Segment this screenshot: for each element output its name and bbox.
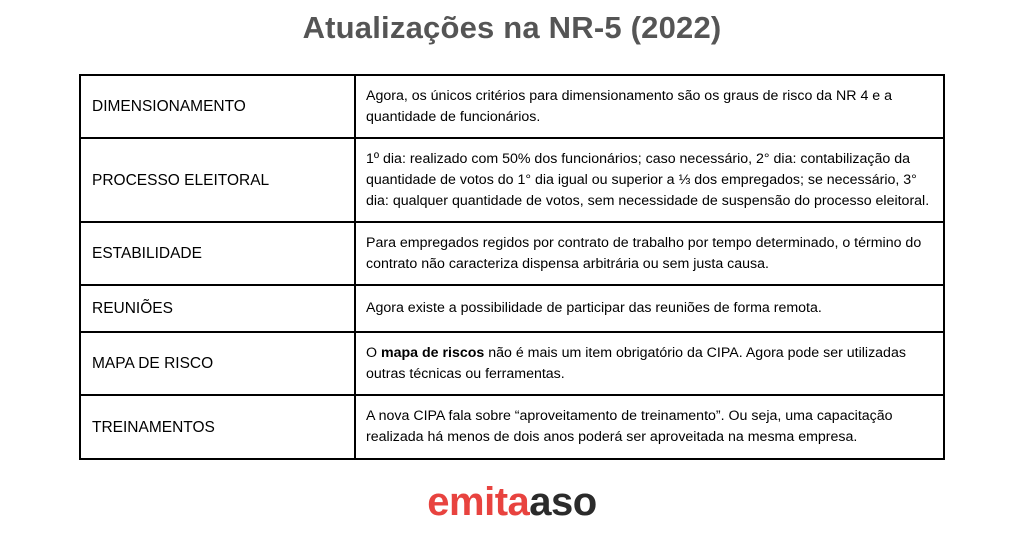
description-text: 1º dia: realizado com 50% dos funcionários; caso necessário, 2° dia: contabilização da quantidade de votos do 1° dia igual ou superior a ⅓ dos empregados; se necessário, 3° dia: qualquer quantidade de votos, sem necessidade de suspensão do processo eleitoral.	[366, 150, 930, 209]
table-row	[80, 222, 944, 285]
emitaaso-logo	[0, 478, 1024, 526]
description-bold-text: mapa de riscos	[380, 344, 485, 361]
table-row	[80, 285, 944, 332]
description-cell	[355, 138, 944, 222]
description-cell	[355, 222, 944, 285]
description-cell	[355, 332, 944, 395]
description-text: Agora existe a possibilidade de participar das reuniões de forma remota.	[366, 300, 822, 316]
description-text: não é mais um item obrigatório da CIPA. Agora pode ser utilizadas outras técnicas ou ferramentas.	[366, 344, 906, 382]
description-text: Agora, os únicos critérios para dimensionamento são os graus de risco da NR 4 e a quantidade de funcionários.	[366, 87, 892, 125]
description-cell	[355, 75, 944, 138]
table-row	[80, 75, 944, 138]
table-row	[80, 395, 944, 459]
topic-cell: PROCESSO ELEITORAL	[80, 138, 355, 222]
page-title: Atualizações na NR-5 (2022)	[302, 10, 722, 45]
description-text: O	[366, 344, 381, 361]
topic-cell: ESTABILIDADE	[80, 222, 355, 285]
description-cell	[355, 395, 944, 459]
description-text: A nova CIPA fala sobre “aproveitamento de treinamento”. Ou seja, uma capacitação realizada há menos de dois anos poderá ser aproveitada na mesma empresa.	[366, 408, 893, 445]
topic-cell: MAPA DE RISCO	[80, 332, 355, 395]
topic-cell: DIMENSIONAMENTO	[80, 75, 355, 138]
table-row	[80, 332, 944, 395]
logo-text-red: emita	[427, 480, 530, 524]
description-cell	[355, 285, 944, 332]
table-row	[80, 138, 944, 222]
logo-text-dark: aso	[529, 480, 597, 524]
nr5-updates-table	[79, 74, 945, 460]
description-text: Para empregados regidos por contrato de trabalho por tempo determinado, o término do contrato não caracteriza dispensa arbitrária ou sem justa causa.	[366, 234, 922, 272]
topic-cell: REUNIÕES	[80, 285, 355, 332]
topic-cell: TREINAMENTOS	[80, 395, 355, 459]
